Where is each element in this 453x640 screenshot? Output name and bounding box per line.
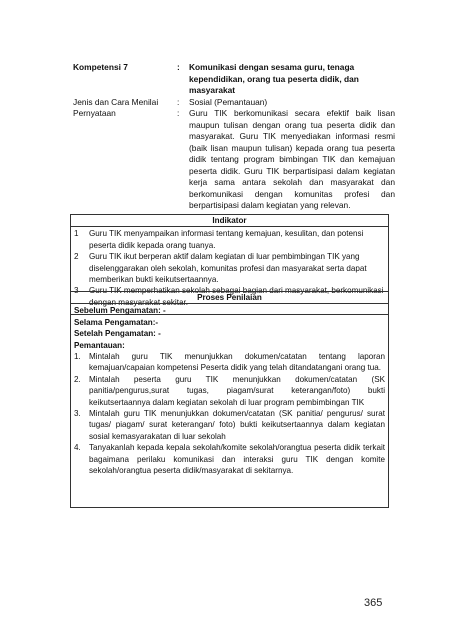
statement-colon: :	[177, 108, 180, 118]
type-row	[73, 97, 395, 109]
after-observation: Setelah Pengamatan: -	[74, 329, 161, 339]
before-observation: Sebelum Pengamatan: -	[74, 306, 166, 316]
type-label: Jenis dan Cara Menilai	[73, 96, 159, 107]
competency-label: Kompetensi 7	[73, 62, 128, 72]
during-observation: Selama Pengamatan:-	[74, 317, 159, 327]
indicator-text: Guru TIK menyampaikan informasi tentang kemajuan, kesulitan, dan potensi peserta didik kepada orang tuanya.	[89, 229, 364, 250]
competency-row	[73, 62, 395, 97]
process-step	[74, 374, 385, 408]
step-text: Tanyakanlah kepada kepala sekolah/komite sekolah/orangtua peserta didik terkait bagaimana perilaku komunikasi dan interaksi guru TIK dengan komite sekolah/orangtua peserta didik/masyarakat di sekitarnya.	[89, 443, 385, 476]
statement-label: Pernyataan	[73, 108, 116, 118]
indicator-number: 2	[74, 252, 79, 262]
competency-colon: :	[177, 62, 180, 72]
statement-value: Guru TIK berkomunikasi secara efektif baik lisan maupun tulisan dengan orang tua peserta didik dan masyarakat. Guru TIK menyediakan informasi resmi (baik lisan maupun tulisan) kepada orang tua peserta didik tentang program bimbingan TIK dan kemajuan peserta didik. Guru TIK berpartisipasi dalam kegiatan kerja sama antara sekolah dan masyarakat dan berkomunikasi dengan komunitas profesi dan berpartisipasi dalam kegiatan yang relevan.	[189, 108, 395, 210]
indicator-title: Indikator	[71, 215, 389, 227]
process-step	[74, 408, 385, 442]
step-text: Mintalah guru TIK menunjukkan dokumen/catatan (SK panitia/ pengurus/ surat tugas/ piagam/ surat keterangan/ foto) bukti keikutsertaannya dalam kegiatan sosial kemasyarakatan di luar sekolah	[89, 409, 385, 441]
indicator-number: 3	[74, 286, 79, 296]
competency-header	[73, 62, 395, 212]
competency-value: Komunikasi dengan sesama guru, tenaga kependidikan, orang tua peserta didik, dan masyarakat	[189, 62, 359, 95]
process-title: Proses Penilaian	[71, 292, 389, 304]
step-number: 2.	[74, 374, 81, 384]
assessment-process-table	[70, 291, 389, 508]
process-step	[74, 442, 385, 476]
step-text: Mintalah peserta guru TIK menunjukkan dokumen/catatan (SK panitia/pengurus,surat tugas, piagam/surat keterangan/foto) bukti keikutsertaannya dalam kegiatan sekolah di luar program pembimbingan TIK	[89, 374, 385, 407]
indicator-number: 1	[74, 229, 79, 239]
step-number: 4.	[74, 443, 81, 453]
process-step	[74, 351, 385, 374]
process-body	[71, 304, 389, 507]
indicator-text: Guru TIK memperhatikan sekolah sebagai bagian dari masyarakat, berkomunikasi dengan masyarakat sekitar.	[89, 286, 384, 307]
step-text: Mintalah guru TIK menunjukkan dokumen/catatan tentang laporan kemajuan/capaian kompetensi Peserta didik yang telah ditandatangani orang tua.	[89, 352, 385, 373]
step-number: 1.	[74, 352, 81, 362]
indicator-item	[74, 228, 385, 251]
type-value: Sosial (Pemantauan)	[189, 96, 268, 107]
monitoring-heading: Pemantauan:	[74, 340, 125, 350]
page-number: 365	[364, 597, 383, 609]
indicator-text: Guru TIK ikut berperan aktif dalam kegiatan di luar pembimbingan TIK yang diselenggarakan oleh sekolah, komunitas profesi dan masyarakat serta dapat memberikan bukti keikutsertaannya.	[89, 252, 367, 285]
statement-row	[73, 108, 395, 212]
indicator-item	[74, 251, 385, 285]
type-colon: :	[177, 96, 180, 107]
step-number: 3.	[74, 409, 81, 419]
